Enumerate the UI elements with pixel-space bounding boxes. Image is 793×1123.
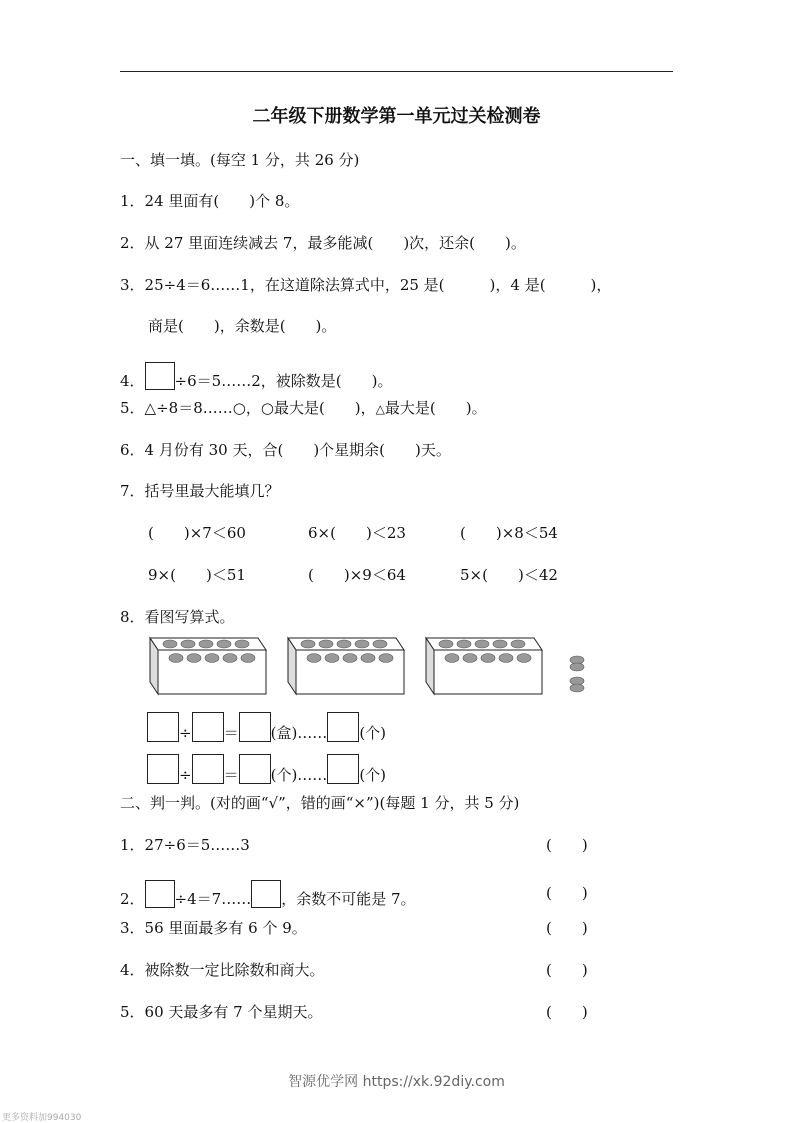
- equals-sign: ＝: [223, 766, 239, 784]
- unit-label: (个)……: [270, 766, 328, 784]
- answer-box: [192, 754, 224, 784]
- answer-box: [251, 880, 281, 908]
- judge-item-3: [120, 918, 307, 938]
- item-number: 5．: [120, 1003, 145, 1021]
- question-5-part-a: 5．△÷8＝8……: [120, 399, 233, 417]
- answer-bracket: ( ): [546, 884, 588, 902]
- judge-item-2: [120, 880, 416, 909]
- q7-item: ( )×8＜54: [460, 524, 558, 542]
- q8-equation-1: [147, 712, 386, 747]
- circle-icon: ○: [232, 399, 246, 417]
- divide-sign: ÷: [179, 766, 192, 784]
- egg-box-2: [288, 638, 404, 694]
- q7-item: ( )×7＜60: [148, 524, 246, 542]
- answer-box: [192, 712, 224, 742]
- judge-item-5: [120, 1002, 322, 1022]
- divide-sign: ÷: [179, 724, 192, 742]
- item-number: 3．: [120, 919, 145, 937]
- question-5: [120, 398, 487, 419]
- unit-label: (个): [359, 766, 387, 784]
- answer-box: [327, 754, 359, 784]
- corner-note: 更多资料加994030: [2, 1113, 82, 1123]
- item-text: 56 里面最多有 6 个 9。: [144, 919, 307, 937]
- equals-sign: ＝: [223, 724, 239, 742]
- page-title: 二年级下册数学第一单元过关检测卷: [252, 106, 541, 127]
- section2-heading: 二、判一判。(对的画“√”，错的画“×”)(每题 1 分，共 5 分): [120, 794, 520, 812]
- q8-equation-2: [147, 754, 386, 789]
- answer-box: [327, 712, 359, 742]
- item-text: 27÷6＝5……3: [144, 836, 250, 854]
- answer-box: [239, 712, 271, 742]
- judge-item-4: [120, 960, 325, 980]
- triangle-icon: △: [375, 402, 385, 416]
- question-4: [120, 362, 392, 391]
- question-4-text: ÷6＝5……2，被除数是( )。: [174, 372, 393, 390]
- item-number: 2．: [120, 890, 145, 908]
- item-text: ÷4＝7……: [174, 890, 252, 908]
- answer-bracket: ( ): [546, 1003, 588, 1021]
- footer-watermark: 智源优学网 https://xk.92diy.com: [288, 1074, 505, 1090]
- question-5-part-d: 最大是( )。: [384, 399, 487, 417]
- answer-bracket: ( ): [546, 961, 588, 979]
- question-5-part-c: 最大是( )，: [273, 399, 376, 417]
- question-2: 2．从 27 里面连续减去 7，最多能减( )次，还余( )。: [120, 234, 526, 252]
- header-rule: [120, 71, 673, 72]
- unit-label: (盒)……: [270, 724, 328, 742]
- egg-box-3: [426, 638, 542, 694]
- item-text: ，余数不可能是 7。: [281, 890, 416, 908]
- item-text: 被除数一定比除数和商大。: [144, 961, 325, 979]
- item-text: 60 天最多有 7 个星期天。: [144, 1003, 323, 1021]
- circle-icon: ○: [260, 399, 274, 417]
- egg-boxes-illustration: [140, 632, 610, 700]
- q7-item: 6×( )＜23: [308, 524, 406, 542]
- question-7: 7．括号里最大能填几？: [120, 482, 280, 500]
- answer-box: [239, 754, 271, 784]
- answer-bracket: ( ): [546, 836, 588, 854]
- q7-item: 5×( )＜42: [460, 566, 558, 584]
- question-3-line2: 商是( )，余数是( )。: [148, 317, 337, 335]
- q7-item: 9×( )＜51: [148, 566, 246, 584]
- item-number: 1．: [120, 836, 145, 854]
- question-3-line1: 3．25÷4＝6……1，在这道除法算式中，25 是( )，4 是( )，: [120, 276, 612, 294]
- question-4-number: 4．: [120, 372, 145, 390]
- question-1: 1．24 里面有( )个 8。: [120, 192, 300, 210]
- item-number: 4．: [120, 961, 145, 979]
- answer-bracket: ( ): [546, 919, 588, 937]
- loose-eggs: [570, 656, 584, 692]
- egg-box-1: [150, 638, 266, 694]
- unit-label: (个): [359, 724, 387, 742]
- q7-item: ( )×9＜64: [308, 566, 406, 584]
- question-5-part-b: ，: [245, 399, 261, 417]
- question-6: 6．4 月份有 30 天，合( )个星期余( )天。: [120, 441, 451, 459]
- answer-box: [145, 880, 175, 908]
- answer-box: [145, 362, 175, 390]
- question-8: 8．看图写算式。: [120, 608, 235, 626]
- judge-item-1: [120, 835, 250, 855]
- answer-box: [147, 754, 179, 784]
- answer-box: [147, 712, 179, 742]
- section1-heading: 一、填一填。(每空 1 分，共 26 分): [120, 151, 360, 169]
